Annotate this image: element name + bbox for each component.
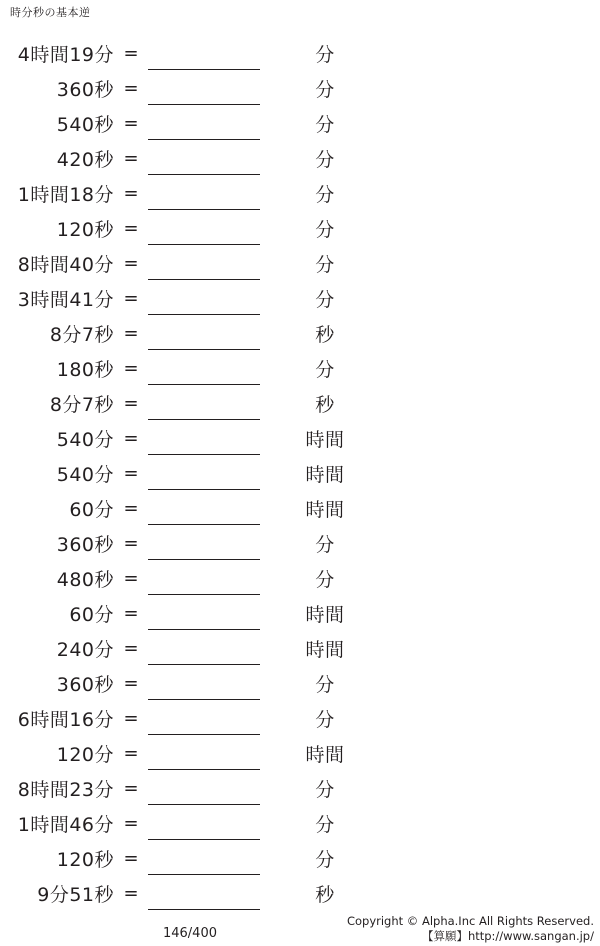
answer-blank[interactable] [148,637,260,665]
answer-unit: 分 [315,184,335,206]
answer-unit: 時間 [305,604,345,626]
footer [347,914,594,944]
problem-expression: 1時間18分 [17,184,114,206]
answer-blank[interactable] [148,462,260,490]
problem-row [0,666,600,701]
answer-unit: 分 [315,359,335,381]
answer-unit: 分 [315,709,335,731]
problem-row [0,771,600,806]
problem-row [0,36,600,71]
problem-row [0,141,600,176]
problem-row [0,421,600,456]
answer-unit: 秒 [315,394,335,416]
answer-unit: 分 [315,849,335,871]
problem-row [0,281,600,316]
equals-sign: = [123,183,139,204]
answer-blank[interactable] [148,217,260,245]
problem-expression: 180秒 [56,359,114,381]
answer-blank[interactable] [148,287,260,315]
answer-unit: 時間 [305,744,345,766]
problem-expression: 3時間41分 [17,289,114,311]
problem-list [0,36,600,911]
problem-row [0,351,600,386]
answer-blank[interactable] [148,252,260,280]
answer-blank[interactable] [148,532,260,560]
answer-unit: 分 [315,814,335,836]
answer-blank[interactable] [148,322,260,350]
problem-expression: 9分51秒 [37,884,114,906]
problem-expression: 8時間23分 [17,779,114,801]
equals-sign: = [123,568,139,589]
equals-sign: = [123,393,139,414]
answer-blank[interactable] [148,742,260,770]
answer-unit: 秒 [315,324,335,346]
problem-expression: 420秒 [56,149,114,171]
equals-sign: = [123,708,139,729]
equals-sign: = [123,78,139,99]
equals-sign: = [123,848,139,869]
problem-row [0,806,600,841]
problem-row [0,736,600,771]
problem-row [0,701,600,736]
problem-expression: 540秒 [56,114,114,136]
answer-blank[interactable] [148,812,260,840]
copyright-text: Copyright © Alpha.Inc All Rights Reserved. [346,914,594,928]
problem-expression: 360秒 [56,674,114,696]
problem-row [0,841,600,876]
equals-sign: = [123,638,139,659]
equals-sign: = [123,428,139,449]
answer-unit: 時間 [305,464,345,486]
equals-sign: = [123,113,139,134]
answer-unit: 分 [315,569,335,591]
answer-unit: 秒 [315,884,335,906]
problem-row [0,456,600,491]
problem-row [0,491,600,526]
answer-unit: 分 [315,534,335,556]
problem-expression: 360秒 [56,79,114,101]
problem-expression: 240分 [56,639,114,661]
problem-row [0,526,600,561]
answer-unit: 時間 [305,639,345,661]
answer-unit: 時間 [305,429,345,451]
equals-sign: = [123,463,139,484]
answer-unit: 分 [315,114,335,136]
problem-expression: 6時間16分 [17,709,114,731]
page-title: 時分秒の基本逆 [10,6,91,19]
equals-sign: = [123,498,139,519]
equals-sign: = [123,43,139,64]
answer-blank[interactable] [148,497,260,525]
problem-expression: 4時間19分 [17,44,114,66]
equals-sign: = [123,743,139,764]
answer-unit: 時間 [305,499,345,521]
equals-sign: = [123,883,139,904]
equals-sign: = [123,148,139,169]
answer-unit: 分 [315,674,335,696]
problem-row [0,386,600,421]
problem-expression: 60分 [69,499,114,521]
answer-blank[interactable] [148,427,260,455]
equals-sign: = [123,603,139,624]
problem-row [0,246,600,281]
answer-unit: 分 [315,44,335,66]
answer-blank[interactable] [148,567,260,595]
answer-blank[interactable] [148,882,260,910]
problem-row [0,316,600,351]
equals-sign: = [123,288,139,309]
answer-blank[interactable] [148,707,260,735]
problem-expression: 1時間46分 [17,814,114,836]
answer-blank[interactable] [148,672,260,700]
page-number: 146/400 [162,926,217,941]
problem-expression: 8分7秒 [49,394,114,416]
answer-unit: 分 [315,149,335,171]
problem-expression: 120秒 [56,849,114,871]
equals-sign: = [123,218,139,239]
equals-sign: = [123,358,139,379]
equals-sign: = [123,533,139,554]
problem-expression: 8分7秒 [49,324,114,346]
answer-unit: 分 [315,254,335,276]
answer-blank[interactable] [148,777,260,805]
answer-blank[interactable] [148,392,260,420]
problem-row [0,596,600,631]
problem-expression: 120分 [56,744,114,766]
problem-expression: 60分 [69,604,114,626]
answer-blank[interactable] [148,147,260,175]
problem-expression: 540分 [56,429,114,451]
problem-expression: 360秒 [56,534,114,556]
answer-unit: 分 [315,779,335,801]
answer-blank[interactable] [148,42,260,70]
equals-sign: = [123,323,139,344]
equals-sign: = [123,253,139,274]
problem-row [0,106,600,141]
problem-row [0,631,600,666]
problem-row [0,176,600,211]
problem-row [0,211,600,246]
equals-sign: = [123,813,139,834]
answer-unit: 分 [315,79,335,101]
answer-blank[interactable] [148,182,260,210]
answer-blank[interactable] [148,602,260,630]
problem-expression: 120秒 [56,219,114,241]
answer-blank[interactable] [148,112,260,140]
problem-expression: 540分 [56,464,114,486]
equals-sign: = [123,673,139,694]
answer-blank[interactable] [148,847,260,875]
problem-expression: 480秒 [56,569,114,591]
problem-row [0,561,600,596]
answer-unit: 分 [315,289,335,311]
answer-blank[interactable] [148,357,260,385]
equals-sign: = [123,778,139,799]
problem-row [0,71,600,106]
problem-expression: 8時間40分 [17,254,114,276]
answer-unit: 分 [315,219,335,241]
problem-row [0,876,600,911]
answer-blank[interactable] [148,77,260,105]
site-url: 【算願】http://www.sangan.jp/ [421,929,594,943]
